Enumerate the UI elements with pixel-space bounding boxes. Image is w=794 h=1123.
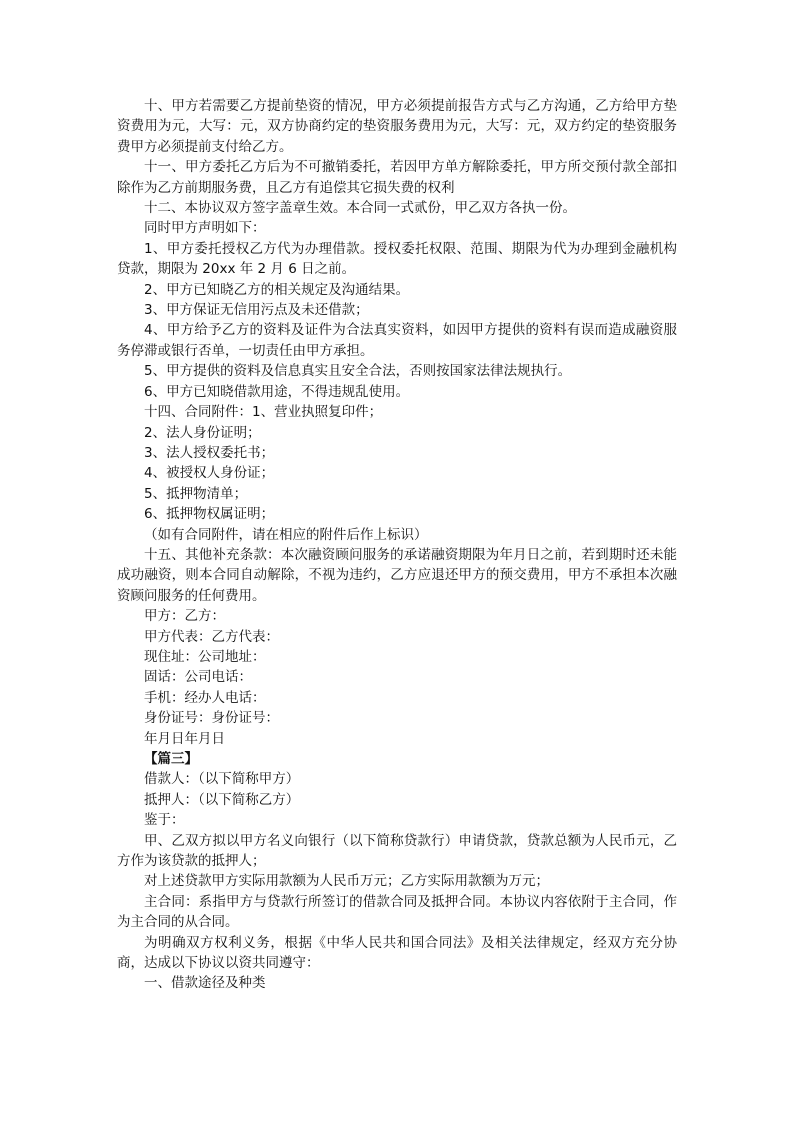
declaration-item-1: 1、甲方委托授权乙方代为办理借款。授权委托权限、范围、期限为代为办理到金融机构贷款，期限为 20xx 年 2 月 6 日之前。: [117, 240, 677, 278]
section-heading: 【篇三】: [144, 751, 198, 767]
signature-id-numbers: 身份证号：身份证号：: [144, 710, 279, 727]
document-page: [117, 96, 677, 994]
clause-11: 十一、甲方委托乙方后为不可撤销委托，若因甲方单方解除委托，甲方所交预付款全部扣除作为乙方前期服务费，且乙方有追偿其它损失费的权利: [117, 159, 677, 196]
clause-15: 十五、其他补充条款：本次融资顾问服务的承诺融资期限为年月日之前，若到期时还未能成功融资，则本合同自动解除，不视为违约，乙方应退还甲方的预交费用，甲方不承担本次融资顾问服务的任何费用。: [117, 546, 677, 604]
attachment-item-2: 2、法人身份证明；: [144, 424, 261, 441]
signature-phones: 固话：公司电话：: [144, 669, 252, 686]
signature-dates: 年月日年月日: [144, 730, 225, 747]
attachment-item-3: 3、法人授权委托书；: [144, 444, 275, 461]
clause-12: 十二、本协议双方签字盖章生效。本合同一式贰份，甲乙双方各执一份。: [144, 200, 576, 217]
signature-mobiles: 手机：经办人电话：: [144, 689, 266, 706]
declaration-item-4: 4、甲方给予乙方的资料及证件为合法真实资料，如因甲方提供的资料有误而造成融资服务停滞或银行否单，一切责任由甲方承担。: [117, 322, 677, 359]
clause-10: 十、甲方若需要乙方提前垫资的情况，甲方必须提前报告方式与乙方沟通，乙方给甲方垫资费用为元，大写：元，双方协商约定的垫资服务费用为元，大写：元，双方约定的垫资服务费甲方必须提前支付给乙方。: [117, 98, 677, 155]
signature-representatives: 甲方代表：乙方代表：: [144, 628, 279, 645]
main-contract-paragraph: 主合同：系指甲方与贷款行所签订的借款合同及抵押合同。本协议内容依附于主合同，作为主合同的从合同。: [117, 893, 677, 931]
section-1-heading: 一、借款途径及种类: [144, 975, 266, 992]
declaration-item-5: 5、甲方提供的资料及信息真实且安全合法，否则按国家法律法规执行。: [144, 363, 572, 380]
loan-application-paragraph: 甲、乙双方拟以甲方名义向银行（以下简称贷款行）申请贷款，贷款总额为人民币元，乙方作为该贷款的抵押人；: [117, 832, 677, 870]
attachment-item-6: 6、抵押物权属证明；: [144, 506, 275, 523]
declaration-item-2: 2、甲方已知晓乙方的相关规定及沟通结果。: [144, 281, 410, 298]
signature-addresses: 现住址：公司地址：: [144, 648, 266, 665]
attachment-note: （如有合同附件，请在相应的附件后作上标识）: [144, 526, 428, 543]
clause-14-attachments: 十四、合同附件：1、营业执照复印件；: [144, 404, 383, 421]
signature-parties: 甲方：乙方：: [144, 608, 225, 625]
mortgagor-line: 抵押人：（以下简称乙方）: [144, 791, 300, 808]
attachment-item-4: 4、被授权人身份证；: [144, 465, 275, 482]
loan-usage-paragraph: 对上述贷款甲方实际用款额为人民币万元；乙方实际用款额为万元；: [144, 873, 549, 890]
declaration-intro: 同时甲方声明如下：: [144, 220, 266, 237]
declaration-item-6: 6、甲方已知晓借款用途，不得违规乱使用。: [144, 383, 410, 400]
borrower-line: 借款人：（以下简称甲方）: [144, 771, 300, 788]
whereas-line: 鉴于：: [144, 812, 185, 829]
agreement-basis-paragraph: 为明确双方权利义务，根据《中华人民共和国合同法》及相关法律规定，经双方充分协商，达成以下协议以资共同遵守：: [117, 934, 677, 972]
declaration-item-3: 3、甲方保证无信用污点及未还借款；: [144, 302, 369, 319]
attachment-item-5: 5、抵押物清单；: [144, 485, 248, 502]
